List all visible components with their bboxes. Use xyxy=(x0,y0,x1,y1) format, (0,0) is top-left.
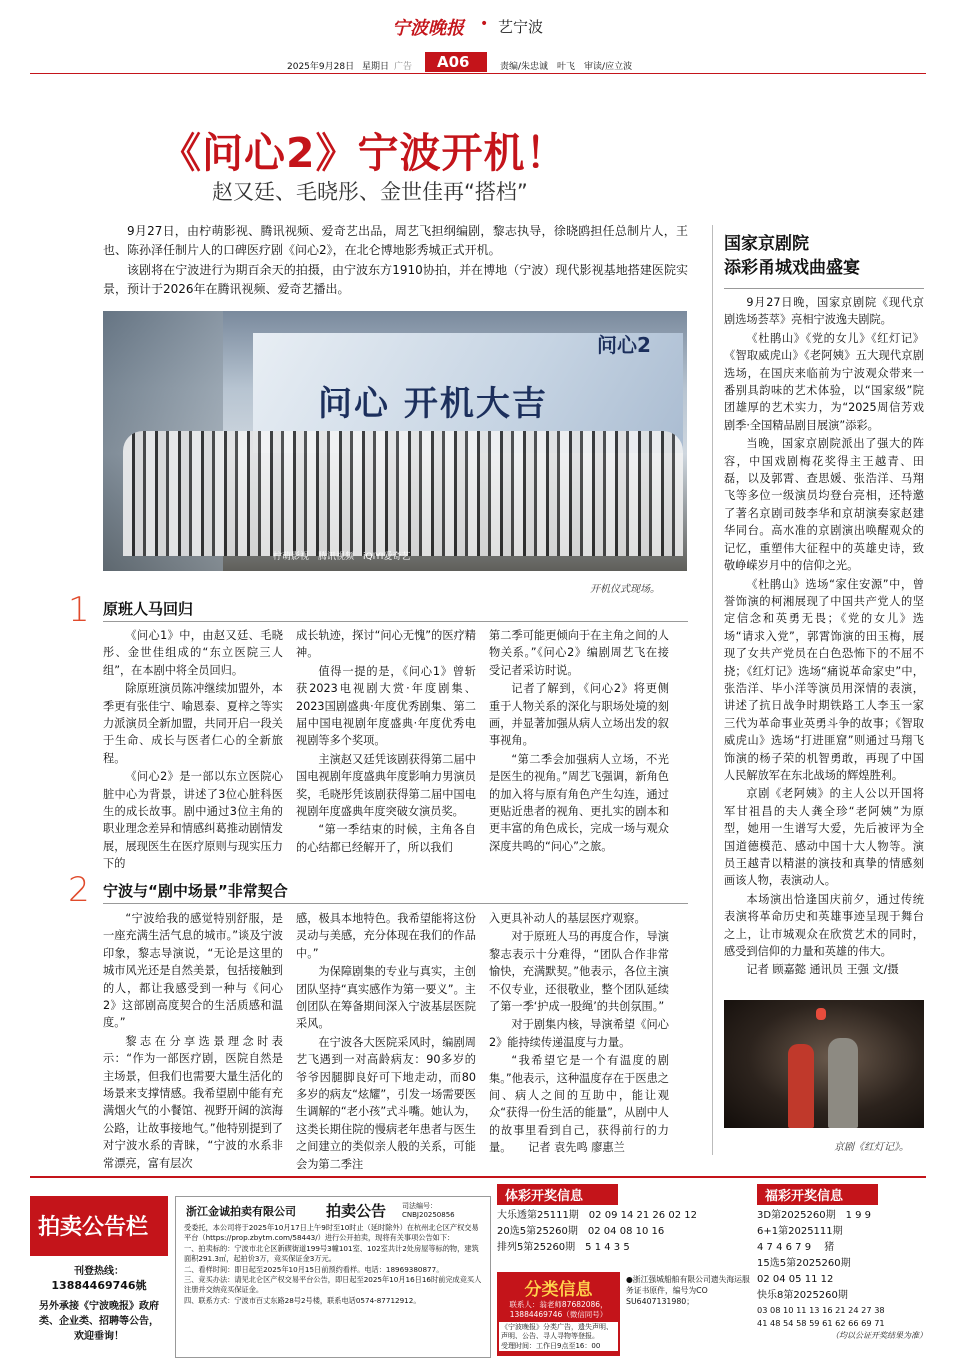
sports-lottery-title: 体彩开奖信息 xyxy=(497,1184,618,1205)
classified-item: ●浙江强城船舶有限公司遗失海运服务证书原件，编号为CO SU6407131980； xyxy=(626,1275,750,1306)
issue-date: 2025年9月28日 xyxy=(287,62,355,72)
masthead-rule xyxy=(30,73,926,74)
section1-paragraph: 主演赵又廷凭该剧获得第二届中国电视剧年度盛典年度影响力男演员奖，毛晓彤凭该剧获得第二届中国电视剧年度盛典年度突破女演员奖。 xyxy=(296,752,476,819)
hotline-label: 刊登热线： xyxy=(74,1266,124,1277)
welfare-lottery-line: 3D第2025260期 1 9 9 xyxy=(757,1210,872,1221)
classified-contact: 联系人：翁老师87682086，13884469746（微信同号） xyxy=(509,1300,608,1319)
section1-paragraph: 值得一提的是，《问心1》曾斩获2023电视剧大赏·年度剧集、2023国剧盛典·年度优秀剧集、第二届中国电视剧年度盛典·年度优秀电视剧等多个奖项。 xyxy=(296,664,476,748)
hotline-number: 13884469746姚 xyxy=(51,1279,147,1292)
sidebar-body xyxy=(724,294,924,980)
newspaper-logo: 宁波晚报 xyxy=(392,18,464,39)
auction-notice-body xyxy=(184,1223,482,1306)
launch-photo xyxy=(103,311,687,571)
section1-col2 xyxy=(296,627,476,857)
sports-lottery-line: 大乐透第25111期 02 09 14 21 26 02 12 xyxy=(497,1210,697,1221)
masthead-dot: • xyxy=(480,16,489,32)
section-name: 艺宁波 xyxy=(498,18,544,36)
sidebar-paragraph: 9月27日晚，国家京剧院《现代京剧选场荟萃》亮相宁波逸夫剧院。 xyxy=(724,296,924,327)
sidebar-paragraph: 本场演出恰逢国庆前夕，通过传统表演将革命历史和英雄事迹呈现于舞台之上，让市城观众在欣赏艺术的同时，感受到信仰的力量和英雄的伟大。 xyxy=(724,892,924,959)
masthead xyxy=(0,0,956,75)
sports-lottery xyxy=(497,1184,749,1264)
section2-rule xyxy=(103,903,688,904)
section1-paragraph: 除原班演员陈冲继续加盟外，本季更有张佳宁、喻恩泰、夏梓之等实力派演员全新加盟，共同开启一段关于生命、成长与医者仁心的全新旅程。 xyxy=(103,682,283,765)
sidebar-byline: 记者 顾嘉懿 通讯员 王强 文/摄 xyxy=(746,963,899,977)
welfare-lottery-note: （均以公证开奖结果为准） xyxy=(831,1331,927,1340)
auction-hotline xyxy=(30,1262,168,1344)
auction-company: 浙江金诚拍卖有限公司 xyxy=(186,1205,296,1218)
opera-photo-caption: 京剧《红灯记》。 xyxy=(834,1142,909,1153)
section2-col3 xyxy=(489,910,669,1158)
sidebar-title-line2: 添彩甬城戏曲盛宴 xyxy=(724,258,860,278)
welfare-lottery-line: 4 7 4 6 7 9 猪 xyxy=(757,1242,835,1253)
sidebar-title-rule xyxy=(724,288,924,289)
auction-notice xyxy=(175,1196,491,1358)
welfare-lottery-line: 15选5第2025260期 xyxy=(757,1258,851,1269)
sports-lottery-line: 排列5第25260期 5 1 4 3 5 xyxy=(497,1242,630,1253)
sidebar-paragraph: 当晚，国家京剧院派出了强大的阵容，中国戏剧梅花奖得主王越青、田磊，以及郭霄、查思媛、张浩洋、马翔飞等多位一级演员均登台亮相，还特邀了著名京剧司鼓李华和京胡演奏家赵建华同台。高水准的京剧演出唤醒观众的记忆，重塑伟大征程中的英雄史诗，致敬峥嵘岁月中的信仰之光。 xyxy=(724,437,924,573)
section2-col2 xyxy=(296,910,476,1174)
welfare-lottery-line: 41 48 54 58 59 61 62 66 69 71 xyxy=(757,1318,885,1328)
welfare-lottery-line: 快乐8第2025260期 xyxy=(757,1290,848,1301)
photo-caption: 开机仪式现场。 xyxy=(590,584,660,595)
ad-tag: 广告 xyxy=(394,62,413,72)
sidebar-paragraph: 京剧《老阿姨》的主人公以开国将军甘祖昌的夫人龚全珍“老阿姨”为原型，她用一生谱写大爱，先后被评为全国道德模范、感动中国十大人物等。演员王越青以精湛的演技和真挚的情感刻画该人物，表演动人。 xyxy=(724,787,924,888)
welfare-lottery-line: 02 04 05 11 12 xyxy=(757,1274,834,1285)
section1-rule xyxy=(103,621,688,622)
red-lantern xyxy=(816,1008,826,1020)
section2-col1 xyxy=(103,910,283,1173)
sports-lottery-line: 20选5第25260期 02 04 08 10 16 xyxy=(497,1226,665,1237)
lead-paragraph: 9月27日，由柠萌影视、腾讯视频、爱奇艺出品，周艺飞担纲编剧，黎志执导，徐晓鸥担任总制片人，王也、陈孙泽任制片人的口碑医疗剧《问心2》，在北仑博地影秀城正式开机。 xyxy=(103,224,688,257)
section1-paragraph: 记者了解到，《问心2》将更侧重于人物关系的深化与职场处境的刻画，并显著加强从病人立场出发的叙事视角。 xyxy=(489,682,669,748)
bottom-rule xyxy=(30,1176,926,1178)
auction-notice-item: 二、看样时间：即日起至2025年10月15日前预约看样。电话：18969380877。 xyxy=(184,1264,444,1274)
page-number-badge xyxy=(425,52,487,72)
section2-paragraph: 黎志在分享选景理念时表示：“作为一部医疗剧，医院自然是主场景，但我们也需要大量生活化的场景来支撑情感。我希望剧中能有充满烟火气的小餐馆、视野开阔的滨海公路，让故事接地气。”他特别提到了对宁波水系的青睐，“宁波的水系非常漂亮，富有层次 xyxy=(103,1034,283,1170)
section2-paragraph: “宁波给我的感觉特别舒服，是一座充满生活气息的城市。”谈及宁波印象，黎志导演说，“无论是这里的城市风光还是自然美景，包括接触到的人，都让我感受到一种与《问心2》这部剧高度契合的生活质感和温度。” xyxy=(103,912,283,1030)
sidebar-paragraph: 《杜鹃山》选场“家住安源”中，曾誉饰演的柯湘展现了中国共产党人的坚定信念和英勇无畏；《党的女儿》选场“请求入党”，郭霄饰演的田玉梅，展现了女共产党员在白色恐怖下的不屈不挠；《红灯记》选场“痛说革命家史”中，张浩洋、毕小洋等演员用深情的表演，讲述了抗日战争时期铁路工人李玉一家三代为革命事业英勇斗争的故事；《智取威虎山》选场“打进匪窟”则通过马翔飞饰演的杨子荣的机智勇敢，再现了中国人民解放军在东北战场的辉煌胜利。 xyxy=(724,577,924,782)
issue-weekday: 星期日 xyxy=(362,62,390,72)
page-number: A06 xyxy=(437,53,470,71)
headline-title: 《问心2》宁波开机！ xyxy=(160,129,568,177)
auction-extra: 另外承接《宁波晚报》政府类、企业类、招聘等公告，欢迎垂询！ xyxy=(39,1301,159,1342)
section1-paragraph: 成长轨迹，探讨“问心无愧”的医疗精神。 xyxy=(296,629,476,660)
sidebar-paragraph: 《杜鹃山》《党的女儿》《红灯记》《智取威虎山》《老阿姨》五大现代京剧选场，在国庆来临前为宁波观众带来一番别具韵味的艺术体验，以“国家级”院团雄厚的艺术实力，为“2025周信芳戏剧季·全国精品剧目展演”添彩。 xyxy=(724,331,924,432)
auction-bar xyxy=(30,1196,168,1256)
welfare-lottery xyxy=(757,1184,927,1342)
section2-paragraph: “我希望它是一个有温度的剧集。”他表示，这种温度存在于医患之间、病人之间的互助中，能让观众“获得一份生活的能量”，从剧中人的故事里看到自己，获得前行的力量。 记者 袁先鸣 廖惠兰 xyxy=(489,1054,669,1155)
sidebar-title-line1: 国家京剧院 xyxy=(724,234,809,254)
classified-ad xyxy=(497,1272,620,1356)
welfare-lottery-line: 6+1第2025111期 xyxy=(757,1226,843,1237)
section1-paragraph: 第二季可能更倾向于在主角之间的人物关系。”《问心2》编剧周艺飞在接受记者采访时说。 xyxy=(489,629,669,677)
section2-paragraph: 在宁波各大医院采风时，编剧周艺飞遇到一对高龄病友：90多岁的爷爷因腿脚良好可下地走动，而80多岁的病友“炫耀”，引发一场需要医生调解的“老小孩”式斗嘴。她认为，这类长期住院的慢病老年患者与医生之间建立的类似亲人般的关系，可能会为第二季注 xyxy=(296,1035,476,1171)
section1-col3 xyxy=(489,627,669,856)
auction-bar-title: 拍卖公告栏 xyxy=(38,1215,149,1240)
auction-notice-item: 三、竞买办法：请见北仑区产权交易平台公告，即日起至2025年10月16日16时前完成竞买人注册并交纳竞买保证金。 xyxy=(184,1275,482,1295)
auction-notice-item: 四、联系方式：宁波市百丈东路28号2号楼，联系电话0574-87712912。 xyxy=(184,1295,421,1305)
classified-note: 《宁波晚报》分类广告，遗失声明、声明、公告、寻人寻物等登报。 xyxy=(499,1322,618,1342)
welfare-lottery-title: 福彩开奖信息 xyxy=(757,1184,878,1205)
headline-subtitle: 赵又廷、毛晓彤、金世佳再“搭档” xyxy=(212,180,528,204)
sponsor-strip: 柠萌影视 腾讯视频 iQIYI爱奇艺 xyxy=(273,552,411,562)
section1-paragraph: “第二季会加强病人立场，不光是医生的视角。”周艺飞强调，新角色的加入将与原有角色产生勾连，通过更贴近患者的视角、更扎实的剧本和更丰富的角色成长，完成一场与观众深度共鸣的“问心”之旅。 xyxy=(489,752,669,853)
sidebar-divider xyxy=(712,225,713,1155)
section1-title: 原班人马回归 xyxy=(103,600,194,618)
lead-paragraph: 该剧将在宁波进行为期百余天的拍摄，由宁波东方1910协拍，并在博地（宁波）现代影视基地搭建医院实景，预计于2026年在腾讯视频、爱奇艺播出。 xyxy=(103,263,688,296)
crowd xyxy=(123,431,683,556)
performer-left xyxy=(788,1044,814,1128)
section1-col1 xyxy=(103,627,283,874)
section2-paragraph: 感，极具本地特色。我希望能将这份灵动与美感，充分体现在我们的作品中。” xyxy=(296,912,476,960)
auction-notice-item: 一、拍卖标的：宁波市北仑区新碶街道199号3幢101室、102室共计2处房屋等标的物，建筑面积291.3㎡，起拍价3万，竞买保证金3万元。 xyxy=(184,1243,479,1264)
section2-title: 宁波与“剧中场景”非常契合 xyxy=(103,882,288,900)
section1-paragraph: 《问心1》中，由赵又廷、毛晓彤、金世佳组成的“东立医院三人组”，在本剧中将全员回归。 xyxy=(103,629,283,677)
performer-right xyxy=(828,1038,858,1128)
classified-title: 分类信息 xyxy=(524,1280,593,1300)
section2-paragraph: 对于剧集内核，导演希望《问心2》能持续传递温度与力量。 xyxy=(489,1018,669,1049)
auction-notice-no: 司法编号：CNBJ20250856 xyxy=(402,1202,455,1219)
section2-paragraph: 为保障剧集的专业与真实，主创团队坚持“真实感作为第一要义”。主创团队在筹备期间深入宁波基层医院采风。 xyxy=(296,965,476,1031)
section2-number: 2 xyxy=(68,870,90,910)
section1-paragraph: 《问心2》是一部以东立医院心脏中心为背景，讲述了3位心脏科医生的成长故事。剧中通过3位主角的职业理念差异和情感纠葛推动剧情发展，展现医生在医疗原则与现实压力下的 xyxy=(103,770,283,871)
sidebar-title xyxy=(724,232,924,280)
banner-text: 问心 开机大吉 xyxy=(318,384,548,424)
lead xyxy=(103,222,688,300)
section1-paragraph: “第一季结束的时候，主角各自的心结都已经解开了，所以我们 xyxy=(296,823,476,854)
show-logo: 问心2 xyxy=(597,333,651,357)
page-editors: 责编/朱忠诚 叶飞 审读/应立波 xyxy=(500,62,633,72)
section2-paragraph: 对于原班人马的再度合作，导演黎志表示十分难得，“团队合作非常愉快，充满默契。”他表示，各位主演不仅专业，还很敬业，整个团队延续了第一季‘护成一股绳’的共创氛围。” xyxy=(489,930,669,1014)
auction-notice-item: 受委托，本公司将于2025年10月17日上午9时至10时止（延时除外）在杭州北仑区产权交易平台（https://prop.zbytm.com/58443/）进行公开拍卖，现将有关事项公告如下： xyxy=(184,1223,479,1243)
classified-hours: 受理时间：工作日9点至16：00 xyxy=(499,1342,618,1351)
opera-photo xyxy=(724,1000,924,1128)
welfare-lottery-line: 03 08 10 11 13 16 21 24 27 38 xyxy=(757,1305,885,1315)
section1-number: 1 xyxy=(68,590,90,630)
section2-paragraph: 入更具补动人的基层医疗观察。 xyxy=(489,912,646,925)
auction-notice-title: 拍卖公告 xyxy=(326,1202,387,1220)
